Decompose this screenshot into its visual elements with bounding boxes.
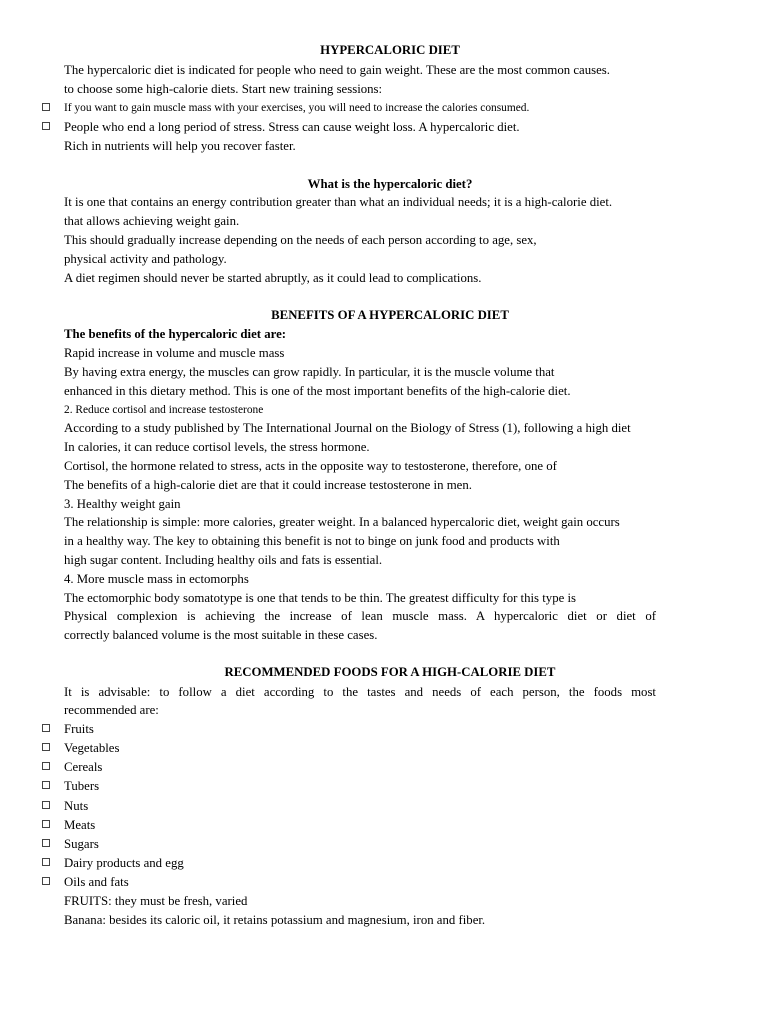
numbered-item: 3. Healthy weight gain (64, 497, 181, 511)
list-item: Dairy products and egg (64, 856, 184, 870)
bullet-text: People who end a long period of stress. Stress can cause weight loss. A hypercaloric diet. (64, 120, 520, 134)
bullet-text: If you want to gain muscle mass with your exercises, you will need to increase the calories consumed. (64, 102, 530, 114)
paragraph-line: Rapid increase in volume and muscle mass (64, 346, 285, 360)
checkbox-bullet-icon (42, 781, 50, 789)
paragraph-line: A diet regimen should never be started abruptly, as it could lead to complications. (64, 271, 482, 285)
paragraph-line: Banana: besides its caloric oil, it retains potassium and magnesium, iron and fiber. (64, 913, 486, 927)
checkbox-bullet-icon (42, 762, 50, 770)
paragraph-line: In calories, it can reduce cortisol levels, the stress hormone. (64, 440, 370, 454)
numbered-item: 4. More muscle mass in ectomorphs (64, 572, 249, 586)
paragraph-line: recommended are: (64, 703, 159, 717)
subheading: The benefits of the hypercaloric diet are: (64, 327, 287, 341)
checkbox-bullet-icon (42, 103, 50, 111)
checkbox-bullet-icon (42, 743, 50, 751)
paragraph-line: that allows achieving weight gain. (64, 214, 240, 228)
list-item: Nuts (64, 799, 89, 813)
checkbox-bullet-icon (42, 801, 50, 809)
checkbox-bullet-icon (42, 122, 50, 130)
intro-line: to choose some high-calorie diets. Start new training sessions: (64, 82, 383, 96)
list-item: Tubers (64, 779, 100, 793)
paragraph-line: The ectomorphic body somatotype is one that tends to be thin. The greatest difficulty for this type is (64, 591, 577, 605)
paragraph-line: high sugar content. Including healthy oils and fats is essential. (64, 553, 383, 567)
list-item: Oils and fats (64, 875, 129, 889)
paragraph-line: The benefits of a high-calorie diet are that it could increase testosterone in men. (64, 478, 472, 492)
section-heading-foods: RECOMMENDED FOODS FOR A HIGH-CALORIE DIET (224, 665, 556, 679)
paragraph-line: correctly balanced volume is the most suitable in these cases. (64, 628, 378, 642)
section-heading-what: What is the hypercaloric diet? (307, 177, 473, 191)
numbered-item: 2. Reduce cortisol and increase testosterone (64, 404, 264, 416)
checkbox-bullet-icon (42, 877, 50, 885)
paragraph-line: By having extra energy, the muscles can grow rapidly. In particular, it is the muscle volume that (64, 365, 555, 379)
list-item: Fruits (64, 722, 94, 736)
list-item: Cereals (64, 760, 103, 774)
list-item: Vegetables (64, 741, 120, 755)
checkbox-bullet-icon (42, 820, 50, 828)
list-item: Meats (64, 818, 96, 832)
checkbox-bullet-icon (42, 839, 50, 847)
list-item: Sugars (64, 837, 99, 851)
paragraph-line: Physical complexion is achieving the increase of lean muscle mass. A hypercaloric diet or diet of (64, 609, 656, 623)
section-heading-benefits: BENEFITS OF A HYPERCALORIC DIET (271, 308, 509, 322)
paragraph-line: in a healthy way. The key to obtaining this benefit is not to binge on junk food and products with (64, 534, 560, 548)
paragraph-line: physical activity and pathology. (64, 252, 227, 266)
paragraph-line: According to a study published by The International Journal on the Biology of Stress (1), following a high diet (64, 421, 631, 435)
intro-line: The hypercaloric diet is indicated for people who need to gain weight. These are the most common causes. (64, 63, 610, 77)
paragraph-line: Cortisol, the hormone related to stress, acts in the opposite way to testosterone, therefore, one of (64, 459, 557, 473)
paragraph-line: The relationship is simple: more calories, greater weight. In a balanced hypercaloric diet, weight gain occurs (64, 515, 620, 529)
paragraph-line: FRUITS: they must be fresh, varied (64, 894, 248, 908)
document-title: HYPERCALORIC DIET (320, 43, 460, 57)
checkbox-bullet-icon (42, 858, 50, 866)
checkbox-bullet-icon (42, 724, 50, 732)
paragraph-line: It is advisable: to follow a diet according to the tastes and needs of each person, the foods most (64, 685, 656, 699)
intro-line: Rich in nutrients will help you recover faster. (64, 139, 296, 153)
paragraph-line: This should gradually increase depending on the needs of each person according to age, sex, (64, 233, 537, 247)
paragraph-line: enhanced in this dietary method. This is one of the most important benefits of the high-calorie diet. (64, 384, 571, 398)
paragraph-line: It is one that contains an energy contribution greater than what an individual needs; it is a high-calorie diet. (64, 195, 613, 209)
